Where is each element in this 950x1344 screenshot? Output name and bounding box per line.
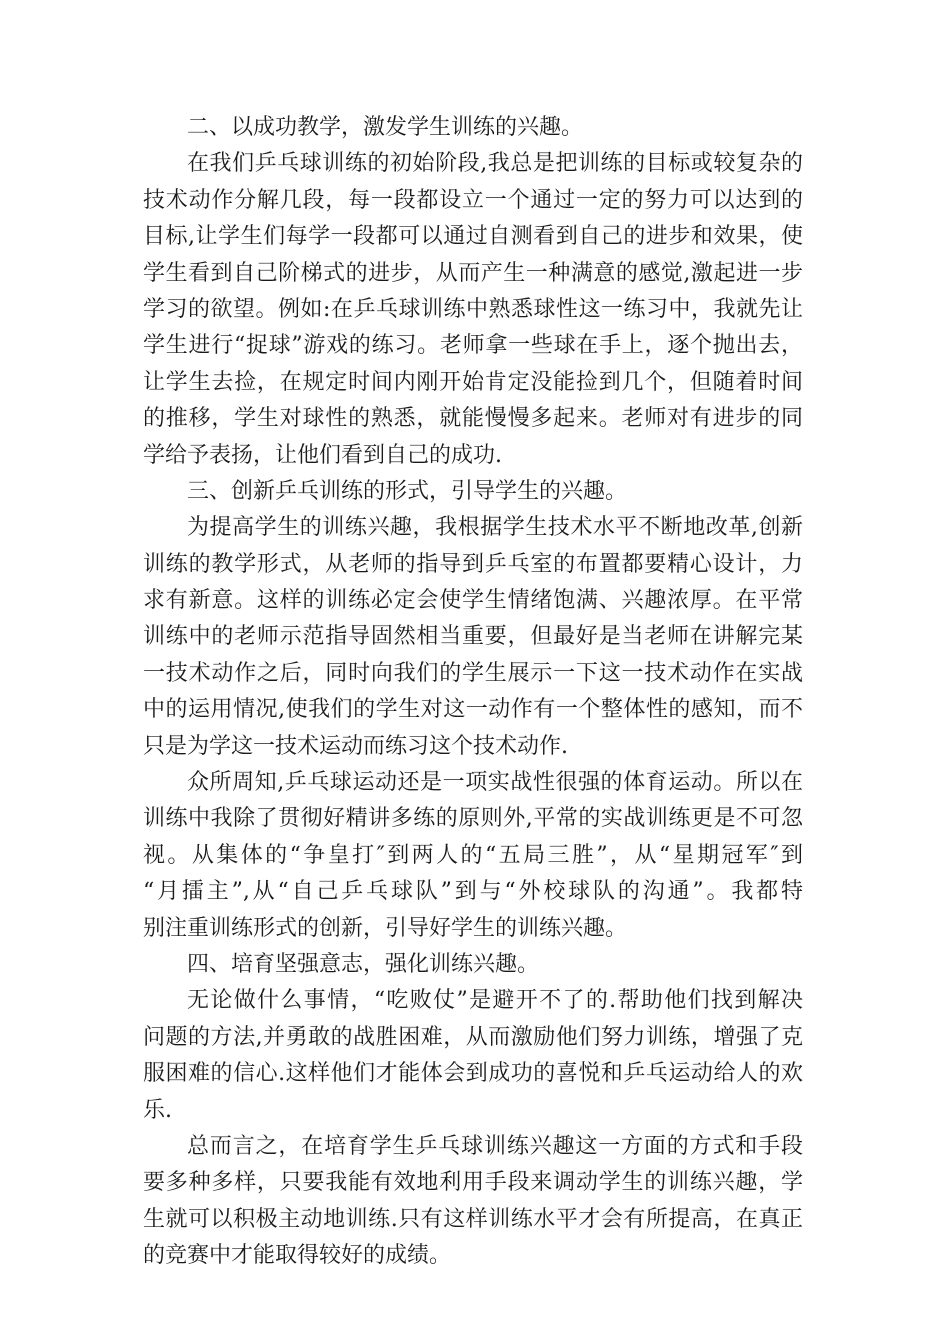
paragraph-line: 总而言之，在培育学生乒乓球训练兴趣这一方面的方式和手段: [187, 1133, 803, 1159]
paragraph-line: 问题的方法,并勇敢的战胜困难，从而激励他们努力训练，增强了克: [143, 1024, 803, 1050]
paragraph-line: 学习的欲望。例如:在乒乓球训练中熟悉球性这一练习中，我就先让: [143, 296, 803, 322]
paragraph-line: 的竞赛中才能取得较好的成绩。: [143, 1243, 452, 1269]
document-body: [143, 110, 803, 1275]
section-heading-3: 三、创新乒乓训练的形式，引导学生的兴趣。: [187, 478, 628, 504]
paragraph-line: 让学生去捡，在规定时间内刚开始肯定没能捡到几个，但随着时间: [143, 369, 803, 395]
paragraph-line: 乐.: [143, 1097, 172, 1123]
paragraph-line: 训练的教学形式，从老师的指导到乒乓室的布置都要精心设计，力: [143, 551, 803, 577]
paragraph-line: 只是为学这一技术运动而练习这个技术动作.: [143, 733, 568, 759]
paragraph-line: 要多种多样，只要我能有效地利用手段来调动学生的训练兴趣，学: [143, 1170, 803, 1196]
paragraph-line: 训练中我除了贯彻好精讲多练的原则外,平常的实战训练更是不可忽: [143, 806, 803, 832]
paragraph-line: 目标,让学生们每学一段都可以通过自测看到自己的进步和效果，使: [143, 224, 803, 250]
paragraph-line: 训练中的老师示范指导固然相当重要，但最好是当老师在讲解完某: [143, 624, 803, 650]
paragraph-line: 生就可以积极主动地训练.只有这样训练水平才会有所提高，在真正: [143, 1206, 803, 1232]
paragraph-line: 为提高学生的训练兴趣，我根据学生技术水平不断地改革,创新: [187, 515, 803, 541]
paragraph-line: 技术动作分解几段，每一段都设立一个通过一定的努力可以达到的: [143, 187, 803, 213]
paragraph-line: 的推移，学生对球性的熟悉，就能慢慢多起来。老师对有进步的同: [143, 406, 803, 432]
paragraph-line: 视。从集体的“争皇打″到两人的“五局三胜”，从“星期冠军″到: [143, 842, 803, 868]
paragraph-line: “月擂主”,从“自己乒乓球队”到与“外校球队的沟通”。我都特: [143, 879, 803, 905]
paragraph-line: 学生看到自己阶梯式的进步，从而产生一种满意的感觉,激起进一步: [143, 260, 803, 286]
paragraph-line: 学给予表扬，让他们看到自己的成功.: [143, 442, 502, 468]
paragraph-line: 在我们乒乓球训练的初始阶段,我总是把训练的目标或较复杂的: [187, 151, 803, 177]
paragraph-line: 众所周知,乒乓球运动还是一项实战性很强的体育运动。所以在: [187, 770, 803, 796]
paragraph-line: 别注重训练形式的创新，引导好学生的训练兴趣。: [143, 915, 628, 941]
paragraph-line: 求有新意。这样的训练必定会使学生情绪饱满、兴趣浓厚。在平常: [143, 588, 803, 614]
section-heading-4: 四、培育坚强意志，强化训练兴趣。: [187, 951, 540, 977]
paragraph-line: 一技术动作之后，同时向我们的学生展示一下这一技术动作在实战: [143, 660, 803, 686]
paragraph-line: 中的运用情况,使我们的学生对这一动作有一个整体性的感知，而不: [143, 697, 803, 723]
section-heading-2: 二、以成功教学，激发学生训练的兴趣。: [187, 115, 584, 140]
paragraph-line: 无论做什么事情，“吃败仗”是避开不了的.帮助他们找到解决: [187, 988, 803, 1014]
paragraph-line: 服困难的信心.这样他们才能体会到成功的喜悦和乒乓运动给人的欢: [143, 1061, 803, 1087]
paragraph-line: 学生进行“捉球”游戏的练习。老师拿一些球在手上，逐个抛出去，: [143, 333, 803, 359]
